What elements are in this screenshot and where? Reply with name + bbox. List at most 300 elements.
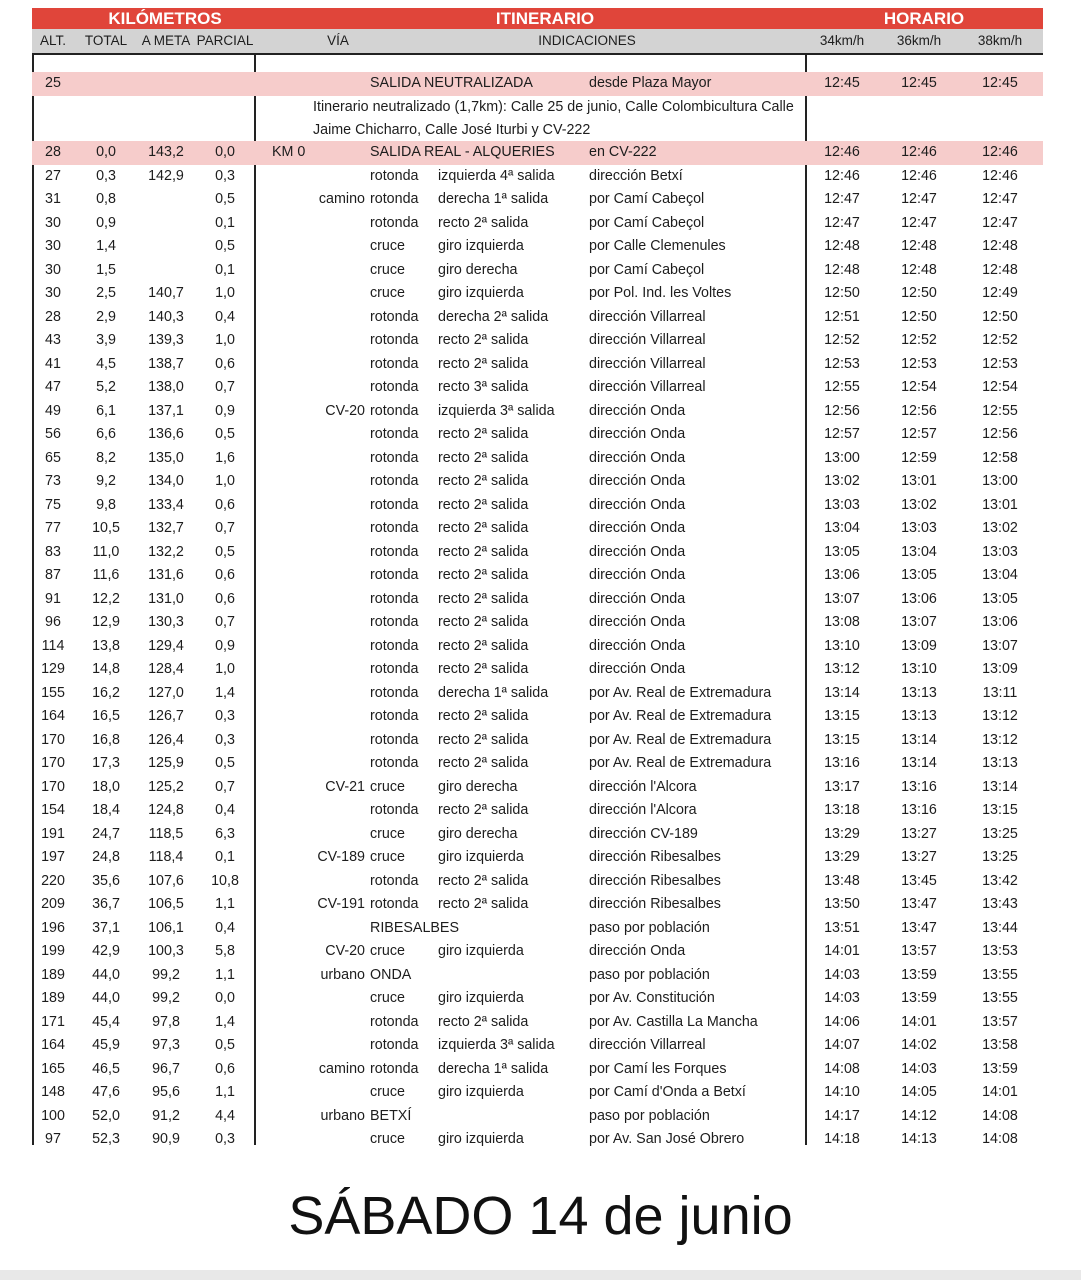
cell-type: cruce xyxy=(370,238,405,254)
cell-t34: 13:48 xyxy=(824,872,860,889)
cell-parcial: 0,4 xyxy=(215,919,235,936)
cell-t36: 13:14 xyxy=(901,731,937,748)
cell-ameta: 106,5 xyxy=(148,896,184,912)
cell-t36: 12:50 xyxy=(901,308,937,325)
cell-total: 9,8 xyxy=(96,496,116,513)
cell-dir: dirección Villarreal xyxy=(589,355,706,372)
cell-ameta: 131,6 xyxy=(148,567,184,583)
cell-total: 1,4 xyxy=(96,238,116,254)
cell-type: cruce xyxy=(370,849,405,865)
cell-km: KM 0 xyxy=(272,144,306,160)
table-row xyxy=(32,447,1043,471)
cell-parcial: 0,1 xyxy=(215,849,235,865)
col-t34: 34km/h xyxy=(819,33,865,48)
cell-t38: 13:13 xyxy=(982,755,1018,771)
cell-ameta: 97,8 xyxy=(152,1013,180,1030)
cell-t38: 13:12 xyxy=(982,731,1018,748)
cell-t38: 12:53 xyxy=(982,355,1018,372)
cell-action: derecha 1ª salida xyxy=(438,191,549,207)
cell-type: rotonda xyxy=(370,731,419,748)
cell-dir: por Av. Real de Extremadura xyxy=(589,684,772,701)
cell-ameta: 126,4 xyxy=(148,731,184,748)
table-row xyxy=(32,353,1043,377)
cell-ameta: 131,0 xyxy=(148,590,184,607)
cell-t34: 13:06 xyxy=(824,567,860,583)
cell-t36: 14:02 xyxy=(901,1037,937,1053)
cell-ameta: 135,0 xyxy=(148,449,184,466)
cell-t36: 12:48 xyxy=(901,238,937,254)
table-row xyxy=(32,517,1043,541)
cell-t36: 13:09 xyxy=(901,637,937,654)
cell-type: rotonda xyxy=(370,614,419,630)
cell-alt: 91 xyxy=(45,590,61,607)
cell-parcial: 1,6 xyxy=(215,449,235,466)
cell-alt: 171 xyxy=(41,1013,65,1030)
cell-alt: 100 xyxy=(41,1107,65,1124)
table-row xyxy=(32,1081,1043,1105)
cell-t36: 12:54 xyxy=(901,379,937,395)
cell-via: CV-21 xyxy=(325,778,365,795)
cell-t38: 12:58 xyxy=(982,449,1018,466)
cell-t34: 14:08 xyxy=(824,1060,860,1077)
cell-t38: 12:47 xyxy=(982,191,1018,207)
cell-parcial: 1,0 xyxy=(215,661,235,677)
cell-parcial: 0,5 xyxy=(215,755,235,771)
cell-t38: 13:01 xyxy=(982,496,1018,513)
cell-t38: 12:45 xyxy=(982,75,1018,91)
cell-dir: por Camí Cabeçol xyxy=(589,191,705,207)
cell-dir: dirección Onda xyxy=(589,402,686,419)
cell-dir: dirección Onda xyxy=(589,543,686,560)
cell-t38: 12:46 xyxy=(982,167,1018,184)
cell-alt: 28 xyxy=(45,308,61,325)
cell-alt: 189 xyxy=(41,990,65,1006)
cell-dir: dirección Betxí xyxy=(589,167,683,184)
cell-action: giro izquierda xyxy=(438,990,524,1006)
cell-ameta: 132,2 xyxy=(148,543,184,560)
cell-total: 9,2 xyxy=(96,473,116,489)
cell-dir: dirección Villarreal xyxy=(589,332,706,348)
cell-parcial: 0,6 xyxy=(215,1060,235,1077)
cell-alt: 41 xyxy=(45,355,61,372)
cell-t38: 13:09 xyxy=(982,661,1018,677)
cell-t34: 13:18 xyxy=(824,802,860,818)
cell-t36: 12:45 xyxy=(901,75,937,91)
cell-ameta: 95,6 xyxy=(152,1084,180,1100)
cell-alt: 129 xyxy=(41,661,65,677)
cell-t34: 14:01 xyxy=(824,943,860,959)
cell-t34: 12:46 xyxy=(824,167,860,184)
cell-alt: 170 xyxy=(41,731,65,748)
table-row xyxy=(32,705,1043,729)
cell-t34: 13:02 xyxy=(824,473,860,489)
cell-alt: 154 xyxy=(41,802,65,818)
cell-type: rotonda xyxy=(370,1037,419,1053)
cell-t36: 13:16 xyxy=(901,802,937,818)
cell-parcial: 0,3 xyxy=(215,731,235,748)
cell-parcial: 0,6 xyxy=(215,496,235,513)
cell-t34: 13:17 xyxy=(824,778,860,795)
table-row xyxy=(32,776,1043,800)
cell-t38: 12:55 xyxy=(982,402,1018,419)
cell-place: SALIDA NEUTRALIZADA xyxy=(370,75,533,91)
cell-dir: dirección Onda xyxy=(589,590,686,607)
cell-dir: dirección Ribesalbes xyxy=(589,872,721,889)
cell-type: rotonda xyxy=(370,496,419,513)
cell-alt: 30 xyxy=(45,285,61,301)
cell-alt: 27 xyxy=(45,167,61,184)
cell-t38: 12:54 xyxy=(982,379,1018,395)
cell-type: rotonda xyxy=(370,473,419,489)
cell-total: 18,4 xyxy=(92,802,120,818)
cell-alt: 43 xyxy=(45,332,61,348)
cell-dir: por Av. Castilla La Mancha xyxy=(589,1013,758,1030)
cell-via: camino xyxy=(318,1060,365,1077)
cell-t38: 13:03 xyxy=(982,543,1018,560)
table-row xyxy=(32,423,1043,447)
cell-type: rotonda xyxy=(370,426,419,442)
cell-ameta: 133,4 xyxy=(148,496,184,513)
cell-t34: 13:50 xyxy=(824,896,860,912)
table-row xyxy=(32,1105,1043,1129)
cell-ameta: 118,5 xyxy=(148,825,184,842)
neutral-note-line2: Jaime Chicharro, Calle José Iturbi y CV-222 xyxy=(313,122,591,138)
cell-t36: 13:45 xyxy=(901,872,937,889)
cell-t36: 12:46 xyxy=(901,144,937,160)
cell-dir: dirección l'Alcora xyxy=(589,802,697,818)
start-row xyxy=(32,72,1043,96)
cell-parcial: 10,8 xyxy=(211,872,239,889)
cell-type: rotonda xyxy=(370,708,419,724)
cell-t36: 13:59 xyxy=(901,990,937,1006)
cell-t36: 12:50 xyxy=(901,285,937,301)
cell-t36: 14:12 xyxy=(901,1107,937,1124)
cell-type: rotonda xyxy=(370,191,419,207)
cell-via: CV-191 xyxy=(317,896,365,912)
cell-type: cruce xyxy=(370,1084,405,1100)
cell-t34: 14:07 xyxy=(824,1037,860,1053)
col-total: TOTAL xyxy=(84,33,128,48)
cell-t34: 12:51 xyxy=(824,308,860,325)
cell-alt: 196 xyxy=(41,919,65,936)
cell-type: rotonda xyxy=(370,308,419,325)
route-table xyxy=(32,8,1043,1145)
cell-type: rotonda xyxy=(370,520,419,536)
cell-t38: 13:53 xyxy=(982,943,1018,959)
group-horario-header: HORARIO xyxy=(883,9,965,28)
cell-via: urbano xyxy=(320,966,365,983)
table-row xyxy=(32,799,1043,823)
cell-parcial: 0,3 xyxy=(215,708,235,724)
cell-alt: 30 xyxy=(45,261,61,278)
cell-ameta: 142,9 xyxy=(148,167,184,184)
cell-action: recto 2ª salida xyxy=(438,708,529,724)
cell-alt: 87 xyxy=(45,567,61,583)
cell-parcial: 0,5 xyxy=(215,238,235,254)
cell-alt: 199 xyxy=(41,943,65,959)
cell-dir: desde Plaza Mayor xyxy=(589,75,712,91)
cell-dir: por Av. Real de Extremadura xyxy=(589,755,772,771)
cell-total: 45,9 xyxy=(92,1037,120,1053)
cell-via: CV-20 xyxy=(325,943,365,959)
cell-total: 5,2 xyxy=(96,379,116,395)
cell-t34: 12:52 xyxy=(824,332,860,348)
cell-total: 12,2 xyxy=(92,590,120,607)
cell-t36: 14:01 xyxy=(901,1013,937,1030)
cell-parcial: 4,4 xyxy=(215,1107,235,1124)
cell-total: 47,6 xyxy=(92,1084,120,1100)
cell-parcial: 6,3 xyxy=(215,825,235,842)
table-row xyxy=(32,1128,1043,1152)
cell-t36: 12:52 xyxy=(901,332,937,348)
cell-total: 42,9 xyxy=(92,943,120,959)
cell-action: giro izquierda xyxy=(438,1131,524,1147)
group-itinerario-header: ITINERARIO xyxy=(495,9,595,28)
cell-type: RIBESALBES xyxy=(370,919,459,936)
cell-t36: 12:53 xyxy=(901,355,937,372)
cell-t36: 13:13 xyxy=(901,684,937,701)
cell-action: izquierda 3ª salida xyxy=(438,1037,555,1053)
cell-alt: 97 xyxy=(45,1131,61,1147)
cell-t38: 13:57 xyxy=(982,1013,1018,1030)
cell-t34: 13:51 xyxy=(824,919,860,936)
cell-parcial: 5,8 xyxy=(215,943,235,959)
cell-ameta: 127,0 xyxy=(148,684,184,701)
cell-total: 6,1 xyxy=(96,402,116,419)
cell-action: recto 2ª salida xyxy=(438,661,529,677)
cell-dir: paso por población xyxy=(589,919,710,936)
cell-alt: 73 xyxy=(45,473,61,489)
cell-type: rotonda xyxy=(370,402,419,419)
cell-parcial: 0,9 xyxy=(215,402,235,419)
cell-type: rotonda xyxy=(370,379,419,395)
cell-ameta: 140,3 xyxy=(148,308,184,325)
cell-alt: 209 xyxy=(41,896,65,912)
cell-dir: dirección Onda xyxy=(589,473,686,489)
cell-t36: 14:13 xyxy=(901,1131,937,1147)
cell-parcial: 1,0 xyxy=(215,332,235,348)
cell-t34: 12:48 xyxy=(824,238,860,254)
cell-dir: paso por población xyxy=(589,1107,710,1124)
cell-parcial: 0,7 xyxy=(215,614,235,630)
cell-action: recto 2ª salida xyxy=(438,872,529,889)
cell-parcial: 1,1 xyxy=(215,896,235,912)
cell-t36: 13:04 xyxy=(901,543,937,560)
table-row xyxy=(32,1034,1043,1058)
cell-t34: 12:55 xyxy=(824,379,860,395)
cell-action: recto 2ª salida xyxy=(438,543,529,560)
table-row xyxy=(32,752,1043,776)
col-indicaciones: INDICACIONES xyxy=(538,33,636,48)
cell-action: izquierda 3ª salida xyxy=(438,402,555,419)
table-row xyxy=(32,917,1043,941)
cell-alt: 30 xyxy=(45,214,61,231)
table-row xyxy=(32,376,1043,400)
cell-t34: 14:18 xyxy=(824,1131,860,1147)
cell-t34: 13:12 xyxy=(824,661,860,677)
cell-t36: 13:47 xyxy=(901,896,937,912)
cell-dir: dirección Villarreal xyxy=(589,379,706,395)
cell-total: 11,0 xyxy=(92,543,120,560)
cell-dir: dirección Villarreal xyxy=(589,308,706,325)
cell-dir: dirección Onda xyxy=(589,661,686,677)
cell-alt: 191 xyxy=(41,825,65,842)
cell-ameta: 126,7 xyxy=(148,708,184,724)
cell-t36: 13:27 xyxy=(901,825,937,842)
table-row xyxy=(32,494,1043,518)
table-row xyxy=(32,940,1043,964)
table-row xyxy=(32,588,1043,612)
table-row xyxy=(32,635,1043,659)
cell-parcial: 0,6 xyxy=(215,567,235,583)
cell-action: derecha 2ª salida xyxy=(438,308,549,325)
cell-parcial: 0,5 xyxy=(215,191,235,207)
cell-t38: 12:52 xyxy=(982,332,1018,348)
cell-ameta: 143,2 xyxy=(148,144,184,160)
neutral-note-line1: Itinerario neutralizado (1,7km): Calle 25 de junio, Calle Colombicultura Calle xyxy=(313,99,794,115)
cell-ameta: 91,2 xyxy=(152,1107,180,1124)
table-row xyxy=(32,611,1043,635)
cell-t38: 13:04 xyxy=(982,567,1018,583)
cell-total: 52,3 xyxy=(92,1131,120,1147)
cell-t36: 13:03 xyxy=(901,520,937,536)
cell-type: rotonda xyxy=(370,802,419,818)
cell-t34: 12:50 xyxy=(824,285,860,301)
cell-alt: 197 xyxy=(41,849,65,865)
cell-action: recto 2ª salida xyxy=(438,332,529,348)
cell-t34: 13:10 xyxy=(824,637,860,654)
cell-dir: dirección Onda xyxy=(589,943,686,959)
group-header-bar xyxy=(32,8,1043,29)
cell-t34: 12:48 xyxy=(824,261,860,278)
cell-alt: 77 xyxy=(45,520,61,536)
cell-action: giro izquierda xyxy=(438,285,524,301)
cell-action: recto 2ª salida xyxy=(438,496,529,513)
group-km-header: KILÓMETROS xyxy=(108,9,222,28)
cell-alt: 96 xyxy=(45,614,61,630)
cell-ameta: 130,3 xyxy=(148,614,184,630)
cell-t34: 14:03 xyxy=(824,990,860,1006)
cell-via: CV-20 xyxy=(325,402,365,419)
cell-t34: 13:15 xyxy=(824,731,860,748)
table-row xyxy=(32,212,1043,236)
cell-t38: 13:11 xyxy=(982,684,1018,701)
cell-t34: 13:14 xyxy=(824,684,860,701)
cell-ameta: 134,0 xyxy=(148,473,184,489)
cell-action: giro izquierda xyxy=(438,849,524,865)
cell-total: 12,9 xyxy=(92,614,120,630)
table-row xyxy=(32,682,1043,706)
cell-t36: 13:59 xyxy=(901,966,937,983)
cell-t38: 13:42 xyxy=(982,872,1018,889)
cell-dir: por Calle Clemenules xyxy=(589,238,726,254)
table-row xyxy=(32,823,1043,847)
table-row xyxy=(32,470,1043,494)
cell-t36: 12:46 xyxy=(901,167,937,184)
cell-ameta: 99,2 xyxy=(152,990,180,1006)
cell-alt: 164 xyxy=(41,1037,65,1053)
table-row xyxy=(32,188,1043,212)
cell-alt: 148 xyxy=(41,1084,65,1100)
table-row xyxy=(32,1058,1043,1082)
cell-action: giro izquierda xyxy=(438,943,524,959)
cell-parcial: 0,6 xyxy=(215,590,235,607)
cell-alt: 49 xyxy=(45,402,61,419)
cell-t38: 14:08 xyxy=(982,1131,1018,1147)
cell-t36: 13:14 xyxy=(901,755,937,771)
cell-action: giro derecha xyxy=(438,778,518,795)
cell-t38: 13:14 xyxy=(982,778,1018,795)
cell-type: rotonda xyxy=(370,755,419,771)
cell-t36: 13:57 xyxy=(901,943,937,959)
bottom-bar xyxy=(0,1270,1081,1280)
cell-t34: 13:16 xyxy=(824,755,860,771)
cell-ameta: 125,2 xyxy=(148,778,184,795)
cell-alt: 164 xyxy=(41,708,65,724)
cell-t34: 12:56 xyxy=(824,402,860,419)
column-header-bar xyxy=(32,29,1043,55)
cell-alt: 31 xyxy=(45,191,61,207)
cell-t38: 12:50 xyxy=(982,308,1018,325)
cell-total: 37,1 xyxy=(92,919,120,936)
cell-alt: 165 xyxy=(41,1060,65,1077)
cell-dir: dirección Ribesalbes xyxy=(589,896,721,912)
cell-type: rotonda xyxy=(370,449,419,466)
cell-total: 16,5 xyxy=(92,708,120,724)
cell-action: recto 2ª salida xyxy=(438,1013,529,1030)
cell-dir: dirección Onda xyxy=(589,614,686,630)
cell-t38: 13:05 xyxy=(982,590,1018,607)
cell-via: CV-189 xyxy=(317,849,365,865)
cell-total: 8,2 xyxy=(96,449,116,466)
cell-t36: 12:59 xyxy=(901,449,937,466)
cell-total: 0,9 xyxy=(96,214,116,231)
cell-type: rotonda xyxy=(370,355,419,372)
cell-total: 36,7 xyxy=(92,896,120,912)
cell-t34: 14:17 xyxy=(824,1107,860,1124)
cell-total: 10,5 xyxy=(92,520,120,536)
cell-parcial: 0,1 xyxy=(215,261,235,278)
table-row xyxy=(32,306,1043,330)
cell-type: rotonda xyxy=(370,1013,419,1030)
table-row xyxy=(32,400,1043,424)
cell-alt: 83 xyxy=(45,543,61,560)
cell-t38: 12:46 xyxy=(982,144,1018,160)
cell-t38: 13:43 xyxy=(982,896,1018,912)
cell-t34: 12:47 xyxy=(824,214,860,231)
cell-type: cruce xyxy=(370,943,405,959)
cell-action: recto 2ª salida xyxy=(438,731,529,748)
cell-alt: 65 xyxy=(45,449,61,466)
cell-t34: 12:57 xyxy=(824,426,860,442)
table-row xyxy=(32,282,1043,306)
table-row xyxy=(32,329,1043,353)
cell-parcial: 0,5 xyxy=(215,543,235,560)
cell-t34: 14:06 xyxy=(824,1013,860,1030)
cell-total: 17,3 xyxy=(92,755,120,771)
cell-dir: por Camí Cabeçol xyxy=(589,214,705,231)
cell-ameta: 139,3 xyxy=(148,332,184,348)
cell-t38: 12:47 xyxy=(982,214,1018,231)
cell-ameta: 137,1 xyxy=(148,402,184,419)
cell-total: 44,0 xyxy=(92,990,120,1006)
cell-parcial: 0,6 xyxy=(215,355,235,372)
cell-total: 4,5 xyxy=(96,355,116,372)
cell-dir: dirección Onda xyxy=(589,496,686,513)
cell-type: BETXÍ xyxy=(370,1107,412,1124)
table-body xyxy=(32,55,1043,1145)
cell-action: izquierda 4ª salida xyxy=(438,167,555,184)
